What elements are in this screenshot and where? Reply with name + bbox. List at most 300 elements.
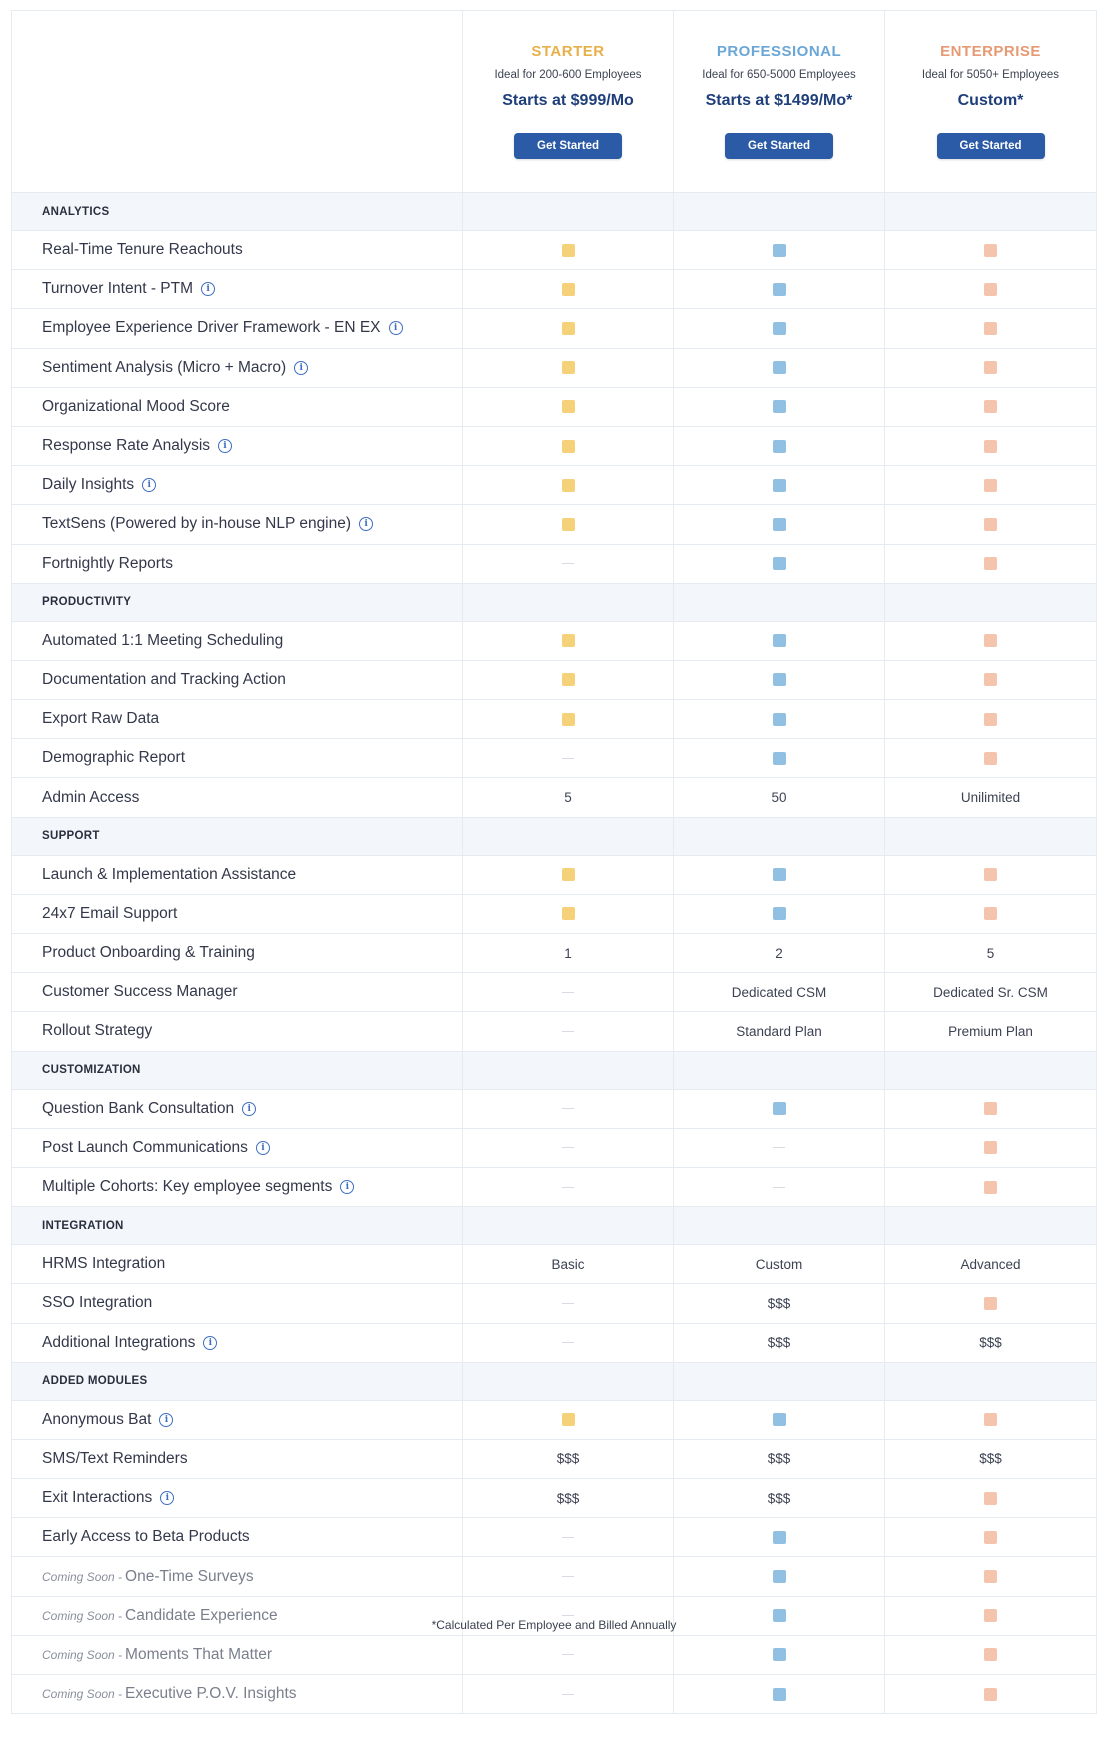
value-cell-starter bbox=[463, 778, 674, 816]
not-included-dash-icon bbox=[773, 1147, 785, 1148]
section-title: INTEGRATION bbox=[12, 1207, 463, 1244]
section-row bbox=[12, 193, 1096, 231]
feature-label-cell bbox=[12, 661, 463, 699]
feature-label: Launch & Implementation Assistance bbox=[42, 865, 297, 883]
value-text: Advanced bbox=[960, 1256, 1021, 1272]
included-check-icon bbox=[984, 1141, 997, 1154]
value-cell-starter bbox=[463, 1636, 674, 1674]
section-spacer bbox=[674, 193, 885, 230]
table-row bbox=[12, 1012, 1096, 1051]
value-cell-professional bbox=[674, 856, 885, 894]
included-check-icon bbox=[984, 440, 997, 453]
included-check-icon bbox=[984, 907, 997, 920]
value-cell-professional bbox=[674, 505, 885, 543]
value-cell-starter bbox=[463, 1401, 674, 1439]
feature-label: Product Onboarding & Training bbox=[42, 944, 255, 962]
plan-price-enterprise: Custom* bbox=[957, 92, 1024, 109]
table-row bbox=[12, 349, 1096, 388]
feature-label: Early Access to Beta Products bbox=[42, 1528, 250, 1546]
included-check-icon bbox=[562, 634, 575, 647]
value-cell-professional bbox=[674, 1557, 885, 1595]
value-cell-professional bbox=[674, 427, 885, 465]
feature-label-cell bbox=[12, 1168, 463, 1206]
not-included-dash-icon bbox=[562, 1147, 574, 1148]
included-check-icon bbox=[984, 1413, 997, 1426]
value-cell-starter bbox=[463, 231, 674, 269]
feature-label-cell bbox=[12, 1479, 463, 1517]
info-icon[interactable]: i bbox=[294, 361, 308, 375]
value-cell-enterprise bbox=[885, 1284, 1096, 1322]
plan-price-professional: Starts at $1499/Mo* bbox=[705, 92, 853, 109]
plan-column-enterprise bbox=[885, 11, 1096, 192]
feature-label: Organizational Mood Score bbox=[42, 397, 230, 415]
feature-label-cell bbox=[12, 388, 463, 426]
included-check-icon bbox=[984, 1648, 997, 1661]
feature-label: Multiple Cohorts: Key employee segments bbox=[42, 1178, 333, 1196]
coming-soon-label: Coming Soon - bbox=[42, 1687, 123, 1702]
included-check-icon bbox=[773, 868, 786, 881]
value-cell-starter bbox=[463, 1479, 674, 1517]
value-text: Custom bbox=[755, 1256, 803, 1272]
included-check-icon bbox=[773, 361, 786, 374]
value-cell-enterprise bbox=[885, 700, 1096, 738]
coming-soon-label: Coming Soon - bbox=[42, 1608, 123, 1623]
table-row bbox=[12, 388, 1096, 427]
section-title: ADDED MODULES bbox=[12, 1363, 463, 1400]
table-row bbox=[12, 1479, 1096, 1518]
not-included-dash-icon bbox=[562, 1576, 574, 1577]
value-cell-enterprise bbox=[885, 1245, 1096, 1283]
feature-label-cell bbox=[12, 231, 463, 269]
included-check-icon bbox=[984, 1297, 997, 1310]
included-check-icon bbox=[984, 1492, 997, 1505]
value-cell-starter bbox=[463, 1245, 674, 1283]
feature-label: 24x7 Email Support bbox=[42, 904, 178, 922]
get-started-enterprise-button[interactable]: Get Started bbox=[937, 133, 1045, 159]
included-check-icon bbox=[562, 440, 575, 453]
plan-desc-starter: Ideal for 200-600 Employees bbox=[494, 69, 642, 81]
included-check-icon bbox=[562, 518, 575, 531]
table-row bbox=[12, 505, 1096, 544]
included-check-icon bbox=[773, 244, 786, 257]
feature-label-cell bbox=[12, 1440, 463, 1478]
coming-soon-label: Coming Soon - bbox=[42, 1569, 123, 1584]
value-cell-starter bbox=[463, 505, 674, 543]
value-cell-professional bbox=[674, 622, 885, 660]
value-cell-enterprise bbox=[885, 856, 1096, 894]
feature-label: Exit Interactions bbox=[42, 1489, 153, 1507]
feature-label: Executive P.O.V. Insights bbox=[125, 1685, 297, 1703]
table-row bbox=[12, 427, 1096, 466]
value-cell-starter bbox=[463, 349, 674, 387]
table-row bbox=[12, 545, 1096, 584]
value-cell-enterprise bbox=[885, 466, 1096, 504]
section-spacer bbox=[463, 818, 674, 855]
included-check-icon bbox=[773, 1570, 786, 1583]
value-text: Premium Plan bbox=[948, 1023, 1033, 1039]
included-check-icon bbox=[773, 752, 786, 765]
table-row bbox=[12, 739, 1096, 778]
table-row bbox=[12, 1636, 1096, 1675]
value-cell-professional bbox=[674, 1479, 885, 1517]
section-spacer bbox=[674, 1052, 885, 1089]
section-row bbox=[12, 1052, 1096, 1090]
included-check-icon bbox=[562, 907, 575, 920]
value-cell-starter bbox=[463, 388, 674, 426]
value-cell-enterprise bbox=[885, 1479, 1096, 1517]
value-text: 5 bbox=[564, 790, 572, 806]
feature-label-cell bbox=[12, 427, 463, 465]
included-check-icon bbox=[773, 634, 786, 647]
value-cell-enterprise bbox=[885, 1518, 1096, 1556]
table-row bbox=[12, 622, 1096, 661]
value-cell-professional bbox=[674, 973, 885, 1011]
section-spacer bbox=[463, 1207, 674, 1244]
value-cell-enterprise bbox=[885, 231, 1096, 269]
table-row bbox=[12, 1401, 1096, 1440]
value-text: $$$ bbox=[556, 1490, 580, 1506]
not-included-dash-icon bbox=[562, 1537, 574, 1538]
value-cell-enterprise bbox=[885, 622, 1096, 660]
not-included-dash-icon bbox=[562, 563, 574, 564]
included-check-icon bbox=[773, 907, 786, 920]
included-check-icon bbox=[773, 479, 786, 492]
value-cell-professional bbox=[674, 700, 885, 738]
feature-label-cell bbox=[12, 349, 463, 387]
feature-label: Post Launch Communications bbox=[42, 1138, 248, 1156]
table-row bbox=[12, 1440, 1096, 1479]
value-cell-enterprise bbox=[885, 1324, 1096, 1362]
feature-rows bbox=[12, 193, 1096, 1714]
section-spacer bbox=[674, 1207, 885, 1244]
table-row bbox=[12, 1284, 1096, 1323]
value-cell-enterprise bbox=[885, 778, 1096, 816]
value-text: Dedicated CSM bbox=[731, 984, 827, 1000]
section-spacer bbox=[463, 1363, 674, 1400]
feature-label-cell bbox=[12, 1090, 463, 1128]
value-cell-starter bbox=[463, 934, 674, 972]
feature-label: Additional Integrations bbox=[42, 1333, 196, 1351]
not-included-dash-icon bbox=[562, 1654, 574, 1655]
feature-label-cell bbox=[12, 622, 463, 660]
value-text: $$$ bbox=[979, 1335, 1002, 1351]
table-row bbox=[12, 973, 1096, 1012]
not-included-dash-icon bbox=[562, 1303, 574, 1304]
feature-label-cell bbox=[12, 1324, 463, 1362]
table-row bbox=[12, 661, 1096, 700]
value-cell-professional bbox=[674, 1324, 885, 1362]
not-included-dash-icon bbox=[773, 1187, 785, 1188]
section-title: CUSTOMIZATION bbox=[12, 1052, 463, 1089]
included-check-icon bbox=[773, 400, 786, 413]
value-cell-starter bbox=[463, 270, 674, 308]
value-cell-professional bbox=[674, 778, 885, 816]
value-cell-starter bbox=[463, 466, 674, 504]
feature-label-cell bbox=[12, 1518, 463, 1556]
info-icon[interactable]: i bbox=[359, 517, 373, 531]
value-cell-professional bbox=[674, 739, 885, 777]
value-text: 2 bbox=[775, 945, 783, 961]
included-check-icon bbox=[984, 1102, 997, 1115]
value-cell-enterprise bbox=[885, 1401, 1096, 1439]
section-row bbox=[12, 1207, 1096, 1245]
value-cell-professional bbox=[674, 1284, 885, 1322]
section-spacer bbox=[885, 818, 1096, 855]
value-cell-professional bbox=[674, 231, 885, 269]
value-cell-starter bbox=[463, 622, 674, 660]
not-included-dash-icon bbox=[562, 1342, 574, 1343]
feature-label-cell bbox=[12, 1245, 463, 1283]
feature-label: HRMS Integration bbox=[42, 1255, 166, 1273]
table-row bbox=[12, 270, 1096, 309]
value-cell-enterprise bbox=[885, 349, 1096, 387]
table-row bbox=[12, 1675, 1096, 1714]
plan-name-enterprise: ENTERPRISE bbox=[940, 43, 1041, 60]
info-icon[interactable]: i bbox=[218, 439, 232, 453]
value-cell-enterprise bbox=[885, 1636, 1096, 1674]
feature-label: Real-Time Tenure Reachouts bbox=[42, 241, 243, 259]
feature-label: Anonymous Bat bbox=[42, 1410, 152, 1428]
value-cell-starter bbox=[463, 1012, 674, 1050]
value-cell-enterprise bbox=[885, 1675, 1096, 1713]
value-cell-professional bbox=[674, 388, 885, 426]
info-icon[interactable]: i bbox=[242, 1102, 256, 1116]
value-cell-enterprise bbox=[885, 934, 1096, 972]
value-cell-professional bbox=[674, 1675, 885, 1713]
not-included-dash-icon bbox=[562, 1031, 574, 1032]
not-included-dash-icon bbox=[562, 758, 574, 759]
value-text: 5 bbox=[986, 945, 995, 961]
included-check-icon bbox=[984, 479, 997, 492]
value-cell-starter bbox=[463, 1324, 674, 1362]
feature-label-cell bbox=[12, 505, 463, 543]
get-started-professional-button[interactable]: Get Started bbox=[725, 133, 833, 159]
included-check-icon bbox=[562, 400, 575, 413]
included-check-icon bbox=[984, 634, 997, 647]
not-included-dash-icon bbox=[562, 992, 574, 993]
pricing-comparison-table bbox=[11, 10, 1097, 1714]
value-text: Standard Plan bbox=[736, 1023, 822, 1039]
table-row bbox=[12, 1324, 1096, 1363]
value-text: $$$ bbox=[767, 1490, 791, 1506]
section-row bbox=[12, 584, 1096, 622]
included-check-icon bbox=[984, 283, 997, 296]
value-cell-professional bbox=[674, 545, 885, 583]
feature-label-cell bbox=[12, 1401, 463, 1439]
included-check-icon bbox=[984, 518, 997, 531]
included-check-icon bbox=[562, 283, 575, 296]
included-check-icon bbox=[773, 713, 786, 726]
plan-desc-professional: Ideal for 650-5000 Employees bbox=[702, 69, 856, 81]
feature-label: One-Time Surveys bbox=[125, 1567, 254, 1585]
value-text: 50 bbox=[771, 790, 787, 806]
value-cell-starter bbox=[463, 1129, 674, 1167]
value-cell-enterprise bbox=[885, 661, 1096, 699]
included-check-icon bbox=[773, 673, 786, 686]
value-cell-professional bbox=[674, 466, 885, 504]
value-cell-professional bbox=[674, 895, 885, 933]
value-cell-enterprise bbox=[885, 895, 1096, 933]
pricing-footnote: *Calculated Per Employee and Billed Annually bbox=[431, 1618, 677, 1632]
section-spacer bbox=[885, 584, 1096, 621]
section-row bbox=[12, 1363, 1096, 1401]
included-check-icon bbox=[562, 322, 575, 335]
info-icon[interactable]: i bbox=[142, 478, 156, 492]
info-icon[interactable]: i bbox=[203, 1336, 217, 1350]
value-cell-enterprise bbox=[885, 1090, 1096, 1128]
not-included-dash-icon bbox=[562, 1694, 574, 1695]
feature-label-cell bbox=[12, 466, 463, 504]
plan-name-starter: STARTER bbox=[531, 43, 605, 60]
feature-label: Candidate Experience bbox=[125, 1606, 278, 1624]
table-row bbox=[12, 309, 1096, 348]
value-cell-starter bbox=[463, 427, 674, 465]
feature-label-cell bbox=[12, 270, 463, 308]
feature-label-cell bbox=[12, 973, 463, 1011]
value-text: $$$ bbox=[767, 1335, 791, 1351]
value-cell-professional bbox=[674, 349, 885, 387]
included-check-icon bbox=[773, 283, 786, 296]
get-started-starter-button[interactable]: Get Started bbox=[514, 133, 622, 159]
value-cell-professional bbox=[674, 1090, 885, 1128]
value-cell-enterprise bbox=[885, 427, 1096, 465]
feature-label: Question Bank Consultation bbox=[42, 1099, 235, 1117]
value-cell-starter bbox=[463, 1518, 674, 1556]
table-row bbox=[12, 466, 1096, 505]
feature-label-cell bbox=[12, 1557, 463, 1595]
value-cell-starter bbox=[463, 1090, 674, 1128]
feature-label: Documentation and Tracking Action bbox=[42, 670, 286, 688]
feature-label: TextSens (Powered by in-house NLP engine) bbox=[42, 515, 352, 533]
value-cell-starter bbox=[463, 700, 674, 738]
feature-label-cell bbox=[12, 309, 463, 347]
value-text: $$$ bbox=[767, 1451, 791, 1467]
feature-label-cell bbox=[12, 778, 463, 816]
value-cell-starter bbox=[463, 1557, 674, 1595]
info-icon[interactable]: i bbox=[389, 321, 403, 335]
value-cell-starter bbox=[463, 545, 674, 583]
not-included-dash-icon bbox=[562, 1615, 574, 1616]
included-check-icon bbox=[773, 322, 786, 335]
value-cell-starter bbox=[463, 1168, 674, 1206]
value-cell-enterprise bbox=[885, 1557, 1096, 1595]
plan-header-row bbox=[12, 11, 1096, 193]
section-title: PRODUCTIVITY bbox=[12, 584, 463, 621]
value-cell-enterprise bbox=[885, 505, 1096, 543]
included-check-icon bbox=[773, 1413, 786, 1426]
value-cell-professional bbox=[674, 1636, 885, 1674]
section-spacer bbox=[674, 1363, 885, 1400]
value-text: Dedicated Sr. CSM bbox=[933, 984, 1048, 1000]
value-text: $$$ bbox=[767, 1295, 791, 1311]
feature-label: Automated 1:1 Meeting Scheduling bbox=[42, 631, 284, 649]
included-check-icon bbox=[984, 1570, 997, 1583]
value-cell-professional bbox=[674, 1012, 885, 1050]
info-icon[interactable]: i bbox=[201, 282, 215, 296]
value-cell-enterprise bbox=[885, 1168, 1096, 1206]
value-cell-professional bbox=[674, 934, 885, 972]
info-icon[interactable]: i bbox=[340, 1180, 354, 1194]
included-check-icon bbox=[773, 518, 786, 531]
feature-label: Demographic Report bbox=[42, 749, 186, 767]
feature-label: Export Raw Data bbox=[42, 710, 160, 728]
plan-column-starter bbox=[463, 11, 674, 192]
included-check-icon bbox=[984, 868, 997, 881]
included-check-icon bbox=[773, 1648, 786, 1661]
value-cell-professional bbox=[674, 1401, 885, 1439]
value-cell-professional bbox=[674, 1518, 885, 1556]
table-row bbox=[12, 934, 1096, 973]
section-spacer bbox=[885, 1052, 1096, 1089]
value-cell-starter bbox=[463, 895, 674, 933]
included-check-icon bbox=[773, 1531, 786, 1544]
table-row bbox=[12, 1168, 1096, 1207]
value-cell-professional bbox=[674, 1129, 885, 1167]
included-check-icon bbox=[984, 244, 997, 257]
value-cell-starter bbox=[463, 1675, 674, 1713]
coming-soon-label: Coming Soon - bbox=[42, 1647, 123, 1662]
not-included-dash-icon bbox=[562, 1108, 574, 1109]
value-cell-starter bbox=[463, 309, 674, 347]
feature-label-cell bbox=[12, 1012, 463, 1050]
included-check-icon bbox=[562, 244, 575, 257]
included-check-icon bbox=[773, 1688, 786, 1701]
feature-label: Daily Insights bbox=[42, 476, 135, 494]
value-cell-enterprise bbox=[885, 545, 1096, 583]
info-icon[interactable]: i bbox=[159, 1413, 173, 1427]
value-cell-starter bbox=[463, 856, 674, 894]
included-check-icon bbox=[984, 752, 997, 765]
table-row bbox=[12, 856, 1096, 895]
value-cell-enterprise bbox=[885, 739, 1096, 777]
section-spacer bbox=[463, 1052, 674, 1089]
feature-label-cell bbox=[12, 739, 463, 777]
value-text: $$$ bbox=[556, 1451, 580, 1467]
feature-label: Sentiment Analysis (Micro + Macro) bbox=[42, 358, 287, 376]
table-row bbox=[12, 231, 1096, 270]
section-spacer bbox=[463, 193, 674, 230]
value-cell-starter bbox=[463, 661, 674, 699]
feature-label-cell bbox=[12, 895, 463, 933]
info-icon[interactable]: i bbox=[160, 1491, 174, 1505]
table-row bbox=[12, 778, 1096, 817]
feature-label: SSO Integration bbox=[42, 1294, 153, 1312]
included-check-icon bbox=[562, 868, 575, 881]
value-cell-starter bbox=[463, 1440, 674, 1478]
included-check-icon bbox=[773, 1102, 786, 1115]
feature-label-cell bbox=[12, 1284, 463, 1322]
feature-label: SMS/Text Reminders bbox=[42, 1449, 188, 1467]
feature-label: Rollout Strategy bbox=[42, 1022, 153, 1040]
included-check-icon bbox=[984, 673, 997, 686]
plan-column-professional bbox=[674, 11, 885, 192]
value-cell-starter bbox=[463, 973, 674, 1011]
value-cell-enterprise bbox=[885, 270, 1096, 308]
info-icon[interactable]: i bbox=[256, 1141, 270, 1155]
included-check-icon bbox=[984, 713, 997, 726]
value-cell-professional bbox=[674, 1245, 885, 1283]
feature-label-cell bbox=[12, 545, 463, 583]
section-spacer bbox=[885, 1207, 1096, 1244]
table-row bbox=[12, 1245, 1096, 1284]
not-included-dash-icon bbox=[562, 1187, 574, 1188]
value-text: Unilimited bbox=[960, 790, 1021, 806]
included-check-icon bbox=[562, 673, 575, 686]
included-check-icon bbox=[562, 713, 575, 726]
value-cell-enterprise bbox=[885, 1440, 1096, 1478]
value-cell-professional bbox=[674, 309, 885, 347]
value-text: Basic bbox=[551, 1256, 585, 1272]
